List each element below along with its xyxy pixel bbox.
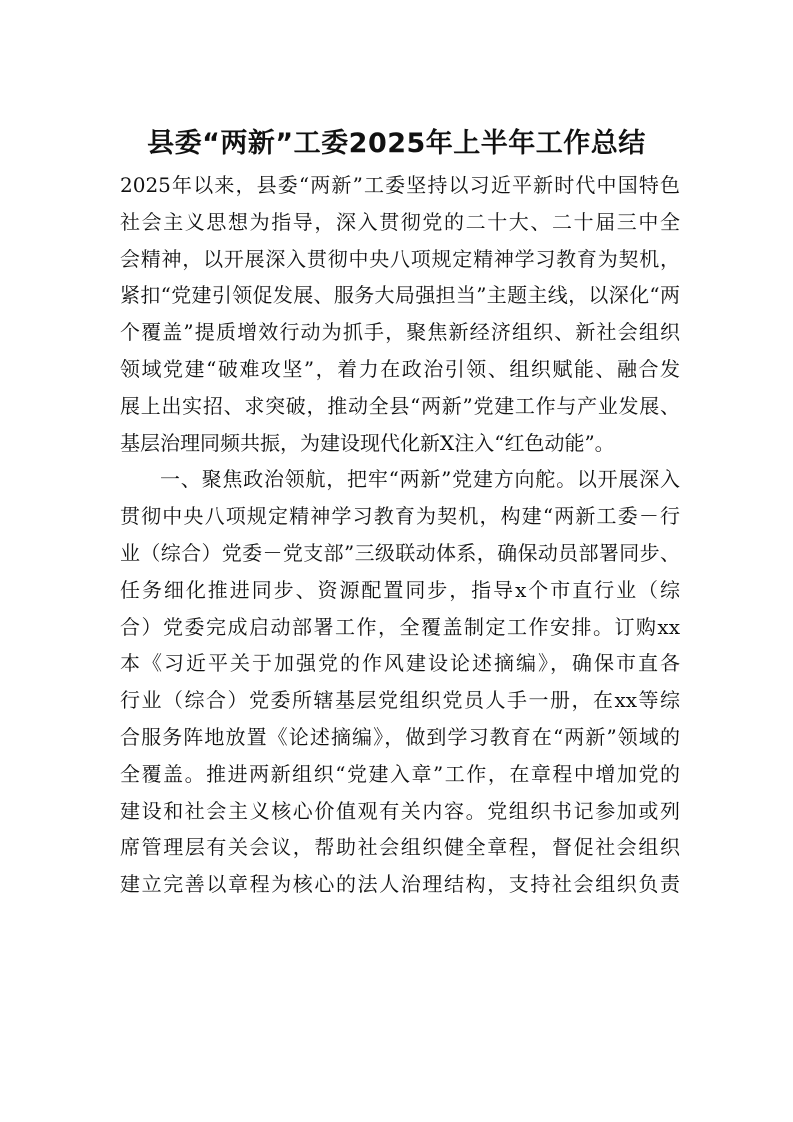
text-line: 贯彻中央八项规定精神学习教育为契机，构建“两新工委－行 <box>120 504 680 529</box>
text-line: 社会主义思想为指导，深入贯彻党的二十大、二十届三中全 <box>120 209 680 234</box>
text-line: 席管理层有关会议，帮助社会组织健全章程，督促社会组织 <box>120 835 680 860</box>
document-body <box>120 167 680 903</box>
text-line: 建立完善以章程为核心的法人治理结构，支持社会组织负责 <box>120 872 680 897</box>
paragraph-section-one <box>120 461 680 903</box>
text-line: 紧扣“党建引领促发展、服务大局强担当”主题主线，以深化“两 <box>120 283 680 308</box>
text-line: 任务细化推进同步、资源配置同步，指导x个市直行业（综 <box>120 577 680 602</box>
text-line: 本《习近平关于加强党的作风建设论述摘编》，确保市直各 <box>120 651 680 676</box>
text-line: 展上出实招、求突破，推动全县“两新”党建工作与产业发展、 <box>120 393 680 418</box>
text-line: 合）党委完成启动部署工作，全覆盖制定工作安排。订购xx <box>120 614 680 639</box>
text-line: 2025年以来，县委“两新”工委坚持以习近平新时代中国特色 <box>120 173 680 197</box>
document-title: 县委“两新”工委2025年上半年工作总结 <box>147 128 646 159</box>
text-line: 会精神，以开展深入贯彻中央八项规定精神学习教育为契机， <box>120 246 680 271</box>
paragraph-intro <box>120 167 680 461</box>
text-line: 建设和社会主义核心价值观有关内容。党组织书记参加或列 <box>120 798 680 823</box>
text-line: 领域党建“破难攻坚”，着力在政治引领、组织赋能、融合发 <box>120 356 680 381</box>
section-heading-line: 一、聚焦政治领航，把牢“两新”党建方向舵。以开展深入 <box>160 467 680 492</box>
text-line: 合服务阵地放置《论述摘编》，做到学习教育在“两新”领域的 <box>120 724 680 749</box>
text-line: 全覆盖。推进两新组织“党建入章”工作，在章程中增加党的 <box>120 761 680 786</box>
text-line: 个覆盖”提质增效行动为抓手，聚焦新经济组织、新社会组织 <box>120 320 680 345</box>
text-line: 基层治理同频共振，为建设现代化新X注入“红色动能”。 <box>120 430 615 455</box>
text-line: 行业（综合）党委所辖基层党组织党员人手一册，在xx等综 <box>120 688 680 713</box>
text-line: 业（综合）党委－党支部”三级联动体系，确保动员部署同步、 <box>120 540 680 565</box>
